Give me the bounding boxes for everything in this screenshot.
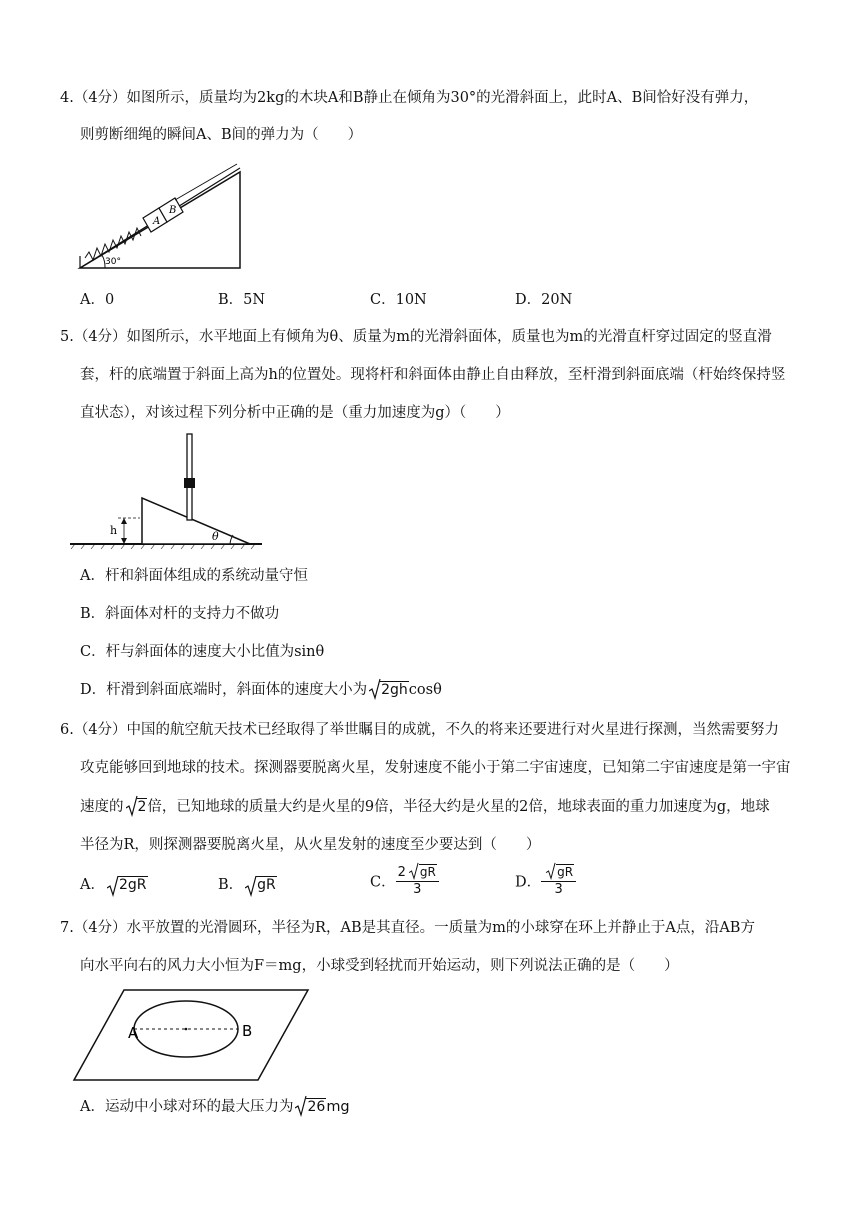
q6-option-a-radicand: 2gR <box>118 877 147 893</box>
q5-option-b[interactable]: B．斜面体对杆的支持力不做功 <box>80 606 280 622</box>
q7-text-line1: 7.（4分）水平放置的光滑圆环，半径为R，AB是其直径。一质量为m的小球穿在环上并静止于A点，沿AB方 <box>60 920 755 936</box>
q6-text-line2: 攻克能够回到地球的技术。探测器要脱离火星，发射速度不能小于第二宇宙速度，已知第二宇宙速度是第一宇宙 <box>80 760 791 776</box>
q6-line3-prefix: 速度的 <box>80 799 124 815</box>
q7-option-a[interactable] <box>80 1097 350 1117</box>
sleeve <box>184 478 195 488</box>
q6-text-line4: 半径为R，则探测器要脱离火星，从火星发射的速度至少要达到（ ） <box>80 837 541 853</box>
q6-option-c-radicand: gR <box>419 865 436 879</box>
q4-option-b[interactable]: B．5N <box>218 292 266 308</box>
q5-option-c[interactable]: C．杆与斜面体的速度大小比值为sinθ <box>80 644 325 660</box>
q5-option-d-radicand: 2gh <box>381 682 408 698</box>
q6-option-d-radicand: gR <box>557 865 574 879</box>
sqrt-sign <box>295 1097 326 1117</box>
q7-option-a-text: A．运动中小球对环的最大压力为 <box>80 1099 294 1115</box>
q4-incline-diagram <box>75 160 245 275</box>
q6-option-b-label: B． <box>218 877 244 893</box>
q6-option-c-denominator: 3 <box>413 882 422 897</box>
q7-text-line2: 向水平向右的风力大小恒为F＝mg，小球受到轻扰而开始运动，则下列说法正确的是（ ） <box>80 958 679 974</box>
q6-option-b-radicand: gR <box>257 877 276 893</box>
q5-option-d[interactable] <box>80 680 442 700</box>
sqrt-sign <box>369 680 409 700</box>
sqrt-sign <box>126 797 148 817</box>
q6-option-a-label: A． <box>80 877 105 893</box>
q5-option-d-suffix: cosθ <box>408 682 442 698</box>
q5-text-line3: 直状态），对该过程下列分析中正确的是（重力加速度为g）（ ） <box>80 405 510 421</box>
q6-option-c-fraction <box>396 864 439 898</box>
q7-fig-label-b: B <box>242 1022 253 1040</box>
sqrt-sign <box>408 864 437 881</box>
q7-ring-figure <box>72 986 312 1088</box>
q5-option-a[interactable]: A．杆和斜面体组成的系统动量守恒 <box>80 568 308 584</box>
q7-option-a-radicand: 26 <box>307 1099 326 1115</box>
q6-line3-radicand: 2 <box>137 799 147 815</box>
q4-fig-angle-label: 30° <box>105 257 121 267</box>
q5-rod-incline-figure <box>70 432 270 556</box>
q6-option-d-denominator: 3 <box>554 882 563 897</box>
q4-text-line2: 则剪断细绳的瞬间A、B间的弹力为（ ） <box>80 127 363 143</box>
q6-option-d-fraction <box>541 864 576 898</box>
rod <box>187 434 192 520</box>
q6-text-line3 <box>80 797 770 817</box>
q4-incline-figure <box>75 160 245 279</box>
q7-option-a-suffix: mg <box>326 1099 350 1115</box>
q5-text-line1: 5.（4分）如图所示，水平地面上有倾角为θ、质量为m的光滑斜面体，质量也为m的光滑直杆穿过固定的竖直滑 <box>60 329 772 345</box>
q4-option-c[interactable]: C．10N <box>370 292 427 308</box>
sqrt-sign <box>107 877 148 893</box>
q5-option-d-text: D．杆滑到斜面底端时，斜面体的速度大小为 <box>80 682 368 698</box>
q5-fig-label-h: h <box>110 524 118 537</box>
q6-line3-suffix: 倍，已知地球的质量大约是火星的9倍，半径大约是火星的2倍，地球表面的重力加速度为g，地球 <box>147 799 770 815</box>
q5-fig-label-theta: θ <box>212 530 219 543</box>
q6-option-c-label: C． <box>370 874 396 891</box>
q6-option-c[interactable] <box>370 864 439 898</box>
q6-option-b[interactable] <box>218 873 277 894</box>
q7-fig-label-a: A <box>128 1024 139 1042</box>
q4-fig-label-b: B <box>169 205 177 216</box>
q5-text-line2: 套，杆的底端置于斜面上高为h的位置处。现将杆和斜面体由静止自由释放，至杆滑到斜面底端（杆始终保持竖 <box>80 367 786 383</box>
q5-rod-incline-diagram <box>70 432 270 552</box>
sqrt-sign <box>545 864 574 881</box>
q6-option-c-coef: 2 <box>397 865 406 880</box>
q6-option-d[interactable] <box>515 864 576 898</box>
q4-option-d[interactable]: D．20N <box>515 292 573 308</box>
q4-text-line1: 4.（4分）如图所示，质量均为2kg的木块A和B静止在倾角为30°的光滑斜面上，此时A、B间恰好没有弹力， <box>60 90 759 106</box>
q7-ring-diagram <box>72 986 312 1084</box>
sqrt-sign <box>245 877 277 893</box>
q6-option-d-label: D． <box>515 874 542 891</box>
q4-option-a[interactable]: A．0 <box>80 292 115 308</box>
q6-text-line1: 6.（4分）中国的航空航天技术已经取得了举世瞩目的成就，不久的将来还要进行对火星进行探测，当然需要努力 <box>60 722 780 738</box>
q4-fig-label-a: A <box>153 216 161 227</box>
q6-option-a[interactable] <box>80 873 148 894</box>
